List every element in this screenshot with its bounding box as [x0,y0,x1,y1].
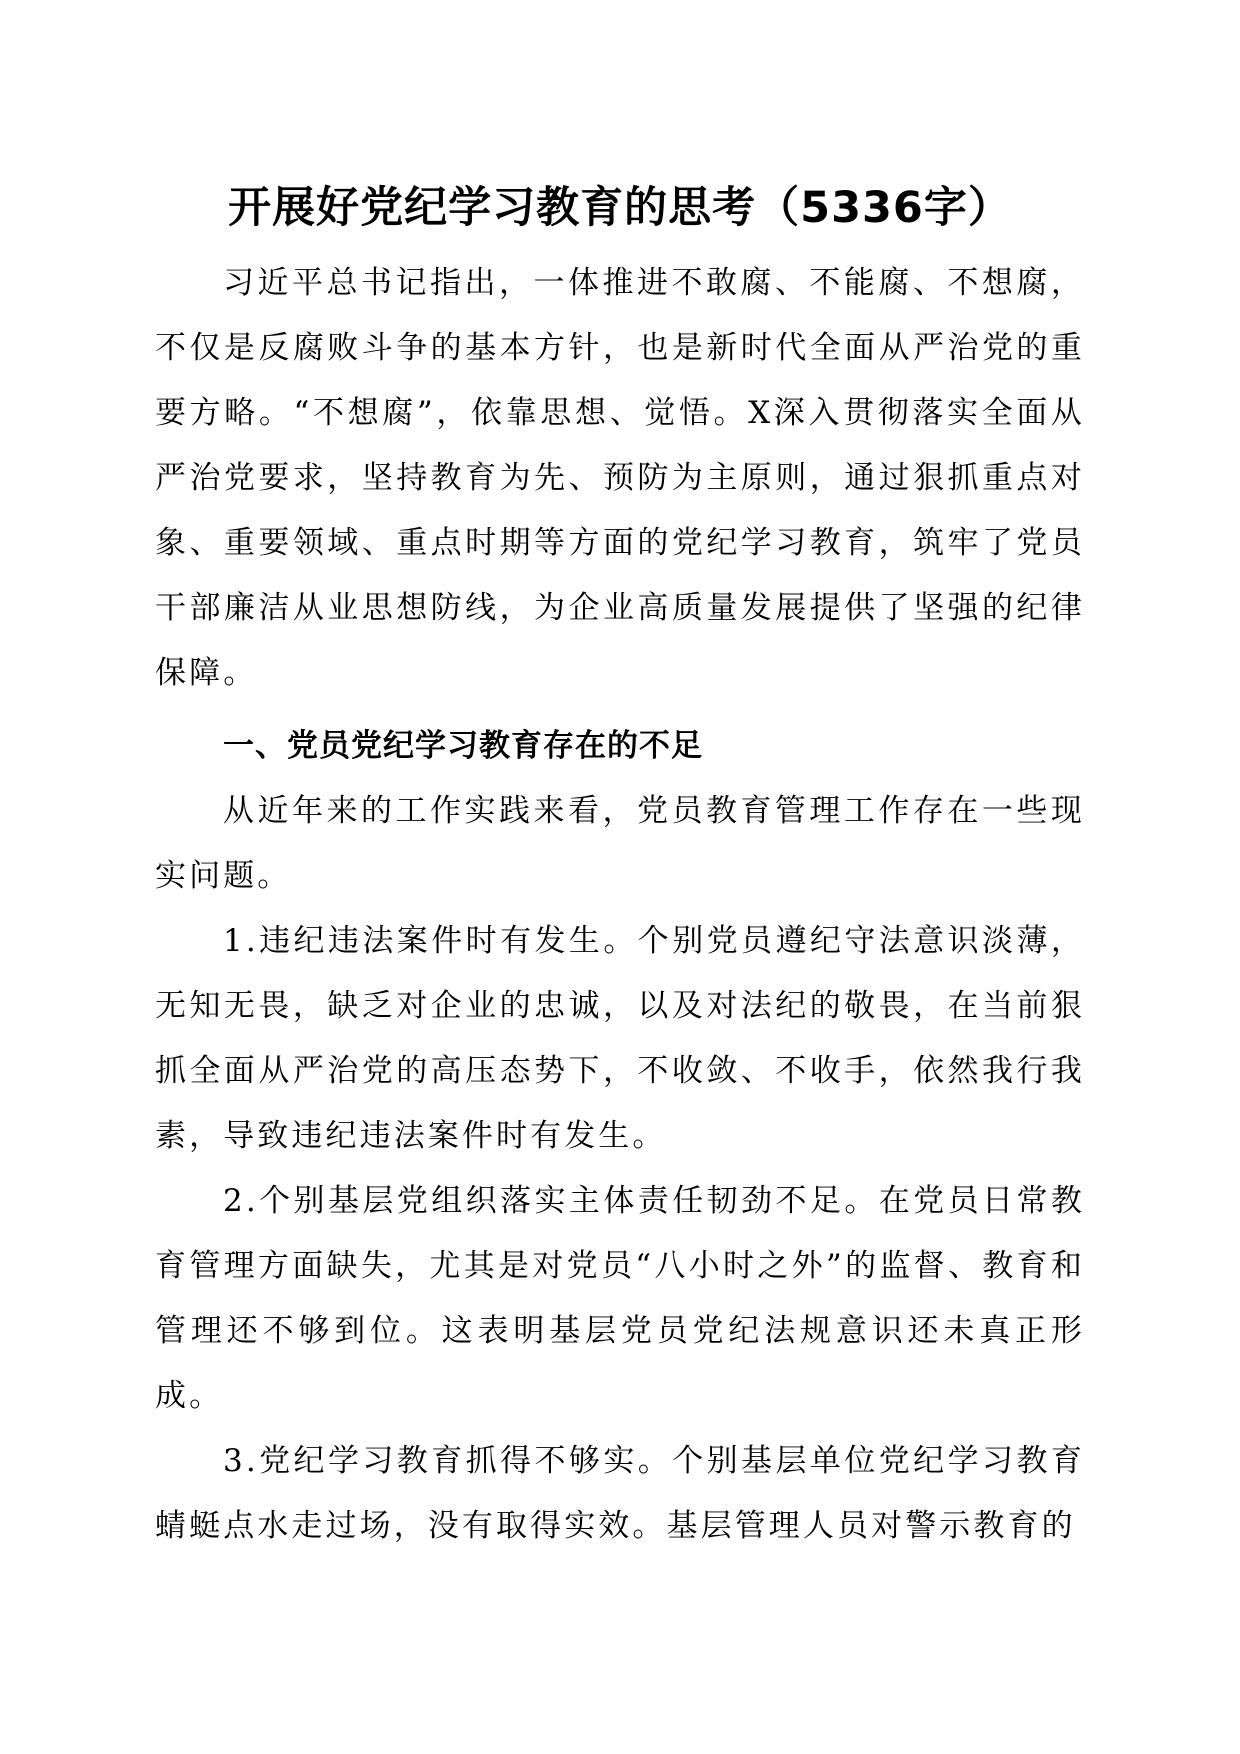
point-3-paragraph: 3.党纪学习教育抓得不够实。个别基层单位党纪学习教育蜻蜓点水走过场，没有取得实效。基层管理人员对警示教育的 [155,1443,1085,1544]
section-heading: 一、党员党纪学习教育存在的不足 [223,728,703,764]
document-title: 开展好党纪学习教育的思考（5336字） [228,183,1012,233]
intro-paragraph: 习近平总书记指出，一体推进不敢腐、不能腐、不想腐，不仅是反腐败斗争的基本方针，也是新时代全面从严治党的重要方略。“不想腐”，依靠思想、觉悟。X深入贯彻落实全面从严治党要求，坚持教育为先、预防为主原则，通过狠抓重点对象、重要领域、重点时期等方面的党纪学习教育，筑牢了党员干部廉洁从业思想防线，为企业高质量发展提供了坚强的纪律保障。 [155,265,1085,691]
point-1-paragraph: 1.违纪违法案件时有发生。个别党员遵纪守法意识淡薄，无知无畏，缺乏对企业的忠诚，以及对法纪的敬畏，在当前狠抓全面从严治党的高压态势下，不收敛、不收手，依然我行我素，导致违纪违法案件时有发生。 [155,923,1085,1154]
point-2-paragraph: 2.个别基层党组织落实主体责任韧劲不足。在党员日常教育管理方面缺失，尤其是对党员“八小时之外”的监督、教育和管理还不够到位。这表明基层党员党纪法规意识还未真正形成。 [155,1183,1085,1414]
document-body [155,251,1085,1559]
section-intro-paragraph: 从近年来的工作实践来看，党员教育管理工作存在一些现实问题。 [155,793,1085,894]
